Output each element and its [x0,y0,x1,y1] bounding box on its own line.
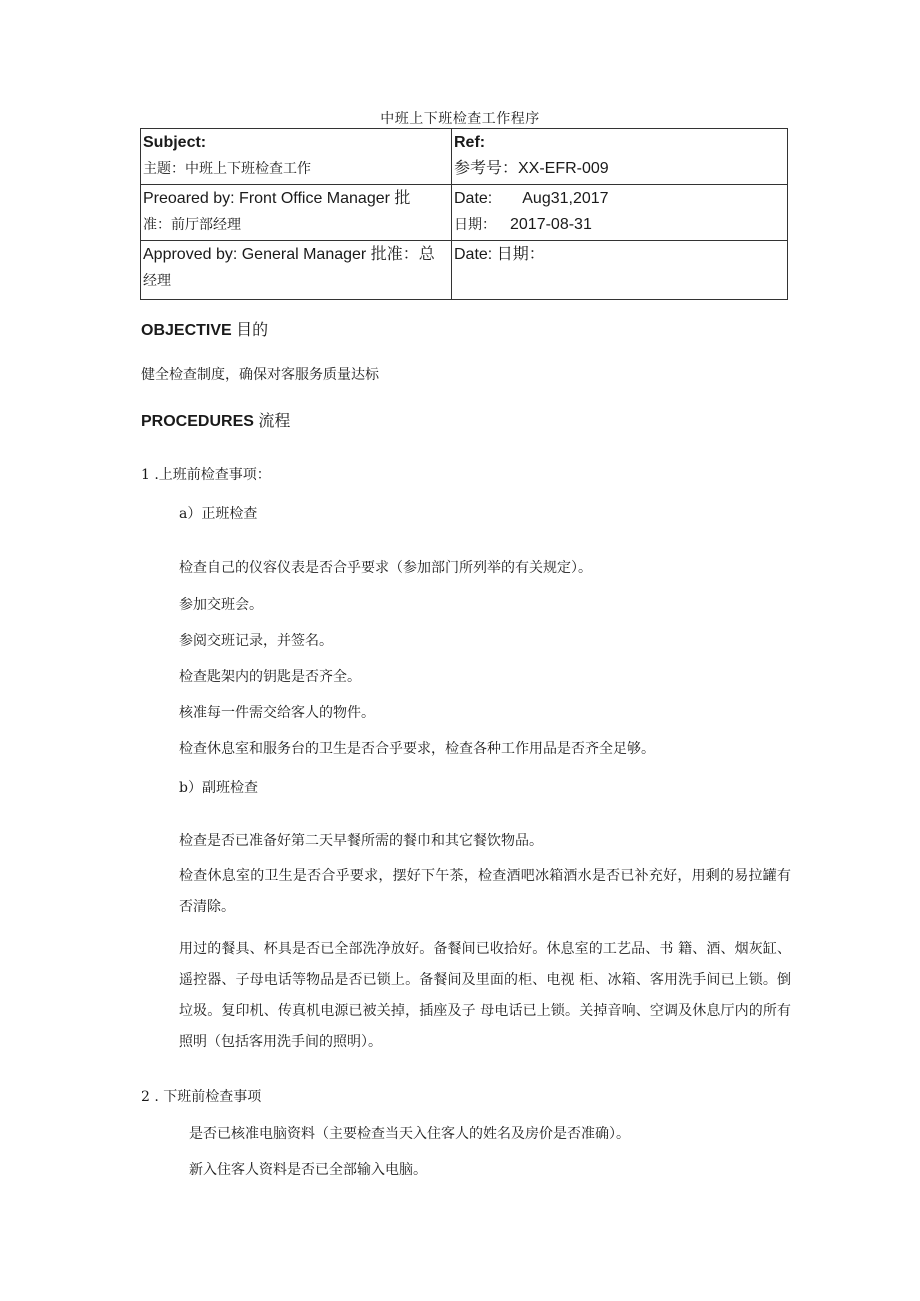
list-item: 检查匙架内的钥匙是否齐全。 [179,669,361,685]
list-item: 核准每一件需交给客人的物件。 [179,705,375,721]
date-label: Date: [454,190,493,207]
subject-cell [141,129,452,185]
prepared-by-cn: 准：前厅部经理 [143,217,241,233]
paragraph: 用过的餐具、杯具是否已全部洗净放好。备餐间已收拾好。休息室的工艺品、书 籍、酒、烟灰缸、遥控器、子母电话等物品是否已锁上。备餐间及里面的柜、电视 柜、冰箱、客用洗手间已上锁。倒垃圾。复印机、传真机电源已被关掉，插座及子 母电话已上锁。关掉音响、空调及休息厅内的所有照明（包括客用洗手间的照明）。 [179,941,791,1050]
list-item: 是否已核准电脑资料（主要检查当天入住客人的姓名及房价是否准确）。 [189,1126,630,1142]
date-value: Aug31,2017 [522,190,609,207]
section-1-title: 1 .上班前检查事项： [141,467,271,483]
list-item: 检查自己的仪容仪表是否合乎要求（参加部门所列举的有关规定）。 [179,560,592,576]
procedures-heading [141,408,290,431]
ref-label: Ref: [454,134,486,151]
date-cell [452,185,788,241]
date-cn-value: 2017-08-31 [510,216,592,233]
approved-date-text: Date: 日期： [454,246,545,263]
section-2-title: 2 . 下班前检查事项 [141,1089,262,1105]
approved-by-text: Approved by: General Manager 批准：总 [143,246,435,263]
objective-heading [141,317,268,340]
approved-by-cn: 经理 [143,273,171,289]
objective-heading-cn: 目的 [236,320,269,339]
list-item: 新入住客人资料是否已全部输入电脑。 [189,1162,427,1178]
procedures-heading-cn: 流程 [258,411,291,430]
header-table [140,128,788,300]
document-title: 中班上下班检查工作程序 [380,111,540,127]
subject-value: 主题：中班上下班检查工作 [143,161,311,177]
list-item: 检查休息室和服务台的卫生是否合乎要求，检查各种工作用品是否齐全足够。 [179,741,655,757]
objective-heading-en: OBJECTIVE [141,322,232,339]
paragraph: 检查休息室的卫生是否合乎要求，摆好下午茶，检查酒吧冰箱酒水是否已补充好，用剩的易拉罐有否清除。 [179,868,791,915]
ref-value: 参考号：XX-EFR-009 [454,160,609,177]
approved-by-cell [141,241,452,300]
procedures-heading-en: PROCEDURES [141,413,254,430]
subject-label: Subject: [143,134,207,151]
ref-cell [452,129,788,185]
objective-text: 健全检查制度，确保对客服务质量达标 [141,367,379,383]
list-item: 参加交班会。 [179,597,263,613]
prepared-by-text: Preoared by: Front Office Manager 批 [143,190,411,207]
list-item: 检查是否已准备好第二天早餐所需的餐巾和其它餐饮物品。 [179,833,543,849]
section-1a-title: a）正班检查 [179,506,258,522]
list-item: 参阅交班记录，并签名。 [179,633,333,649]
prepared-by-cell [141,185,452,241]
section-1b-title: b）副班检查 [179,780,258,796]
approved-date-cell [452,241,788,300]
date-cn-label: 日期： [454,217,496,233]
